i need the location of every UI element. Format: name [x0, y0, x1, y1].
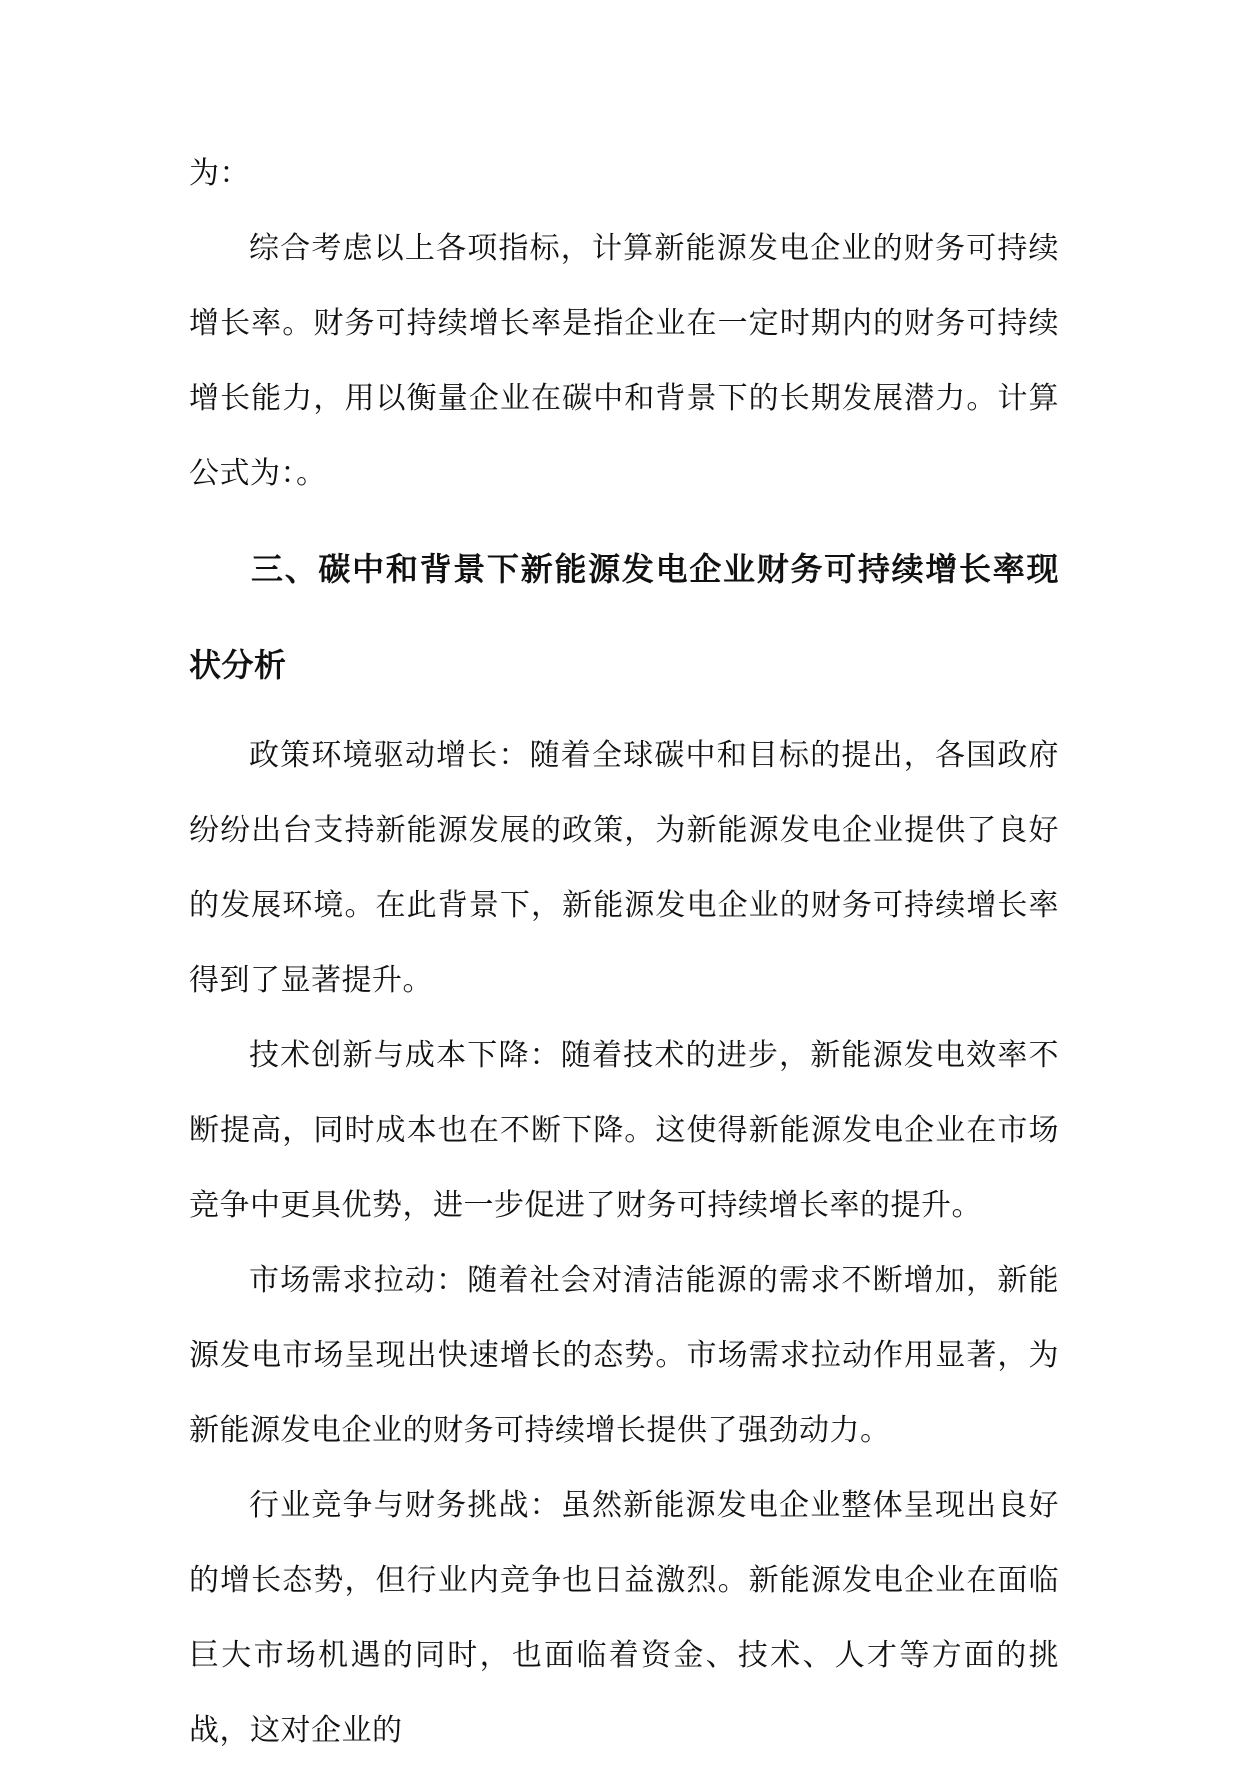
- paragraph-technology-innovation: 技术创新与成本下降：随着技术的进步，新能源发电效率不断提高，同时成本也在不断下降。这使得新能源发电企业在市场竞争中更具优势，进一步促进了财务可持续增长率的提升。: [189, 1038, 1059, 1223]
- intro-fragment: 为：: [189, 156, 250, 191]
- paragraph-industry-competition: 行业竞争与财务挑战：虽然新能源发电企业整体呈现出良好的增长态势，但行业内竞争也日益激烈。新能源发电企业在面临巨大市场机遇的同时，也面临着资金、技术、人才等方面的挑战，这对企业的: [189, 1488, 1059, 1748]
- section-heading: 三、碳中和背景下新能源发电企业财务可持续增长率现状分析: [189, 550, 1059, 684]
- paragraph-policy-environment: 政策环境驱动增长：随着全球碳中和目标的提出，各国政府纷纷出台支持新能源发展的政策，为新能源发电企业提供了良好的发展环境。在此背景下，新能源发电企业的财务可持续增长率得到了显著提升。: [189, 738, 1059, 998]
- paragraph-sustainable-growth-rate: 综合考虑以上各项指标，计算新能源发电企业的财务可持续增长率。财务可持续增长率是指企业在一定时期内的财务可持续增长能力，用以衡量企业在碳中和背景下的长期发展潜力。计算公式为：。: [189, 231, 1059, 491]
- paragraph-market-demand: 市场需求拉动：随着社会对清洁能源的需求不断增加，新能源发电市场呈现出快速增长的态势。市场需求拉动作用显著，为新能源发电企业的财务可持续增长提供了强劲动力。: [189, 1263, 1059, 1448]
- document-body: [189, 136, 1059, 1768]
